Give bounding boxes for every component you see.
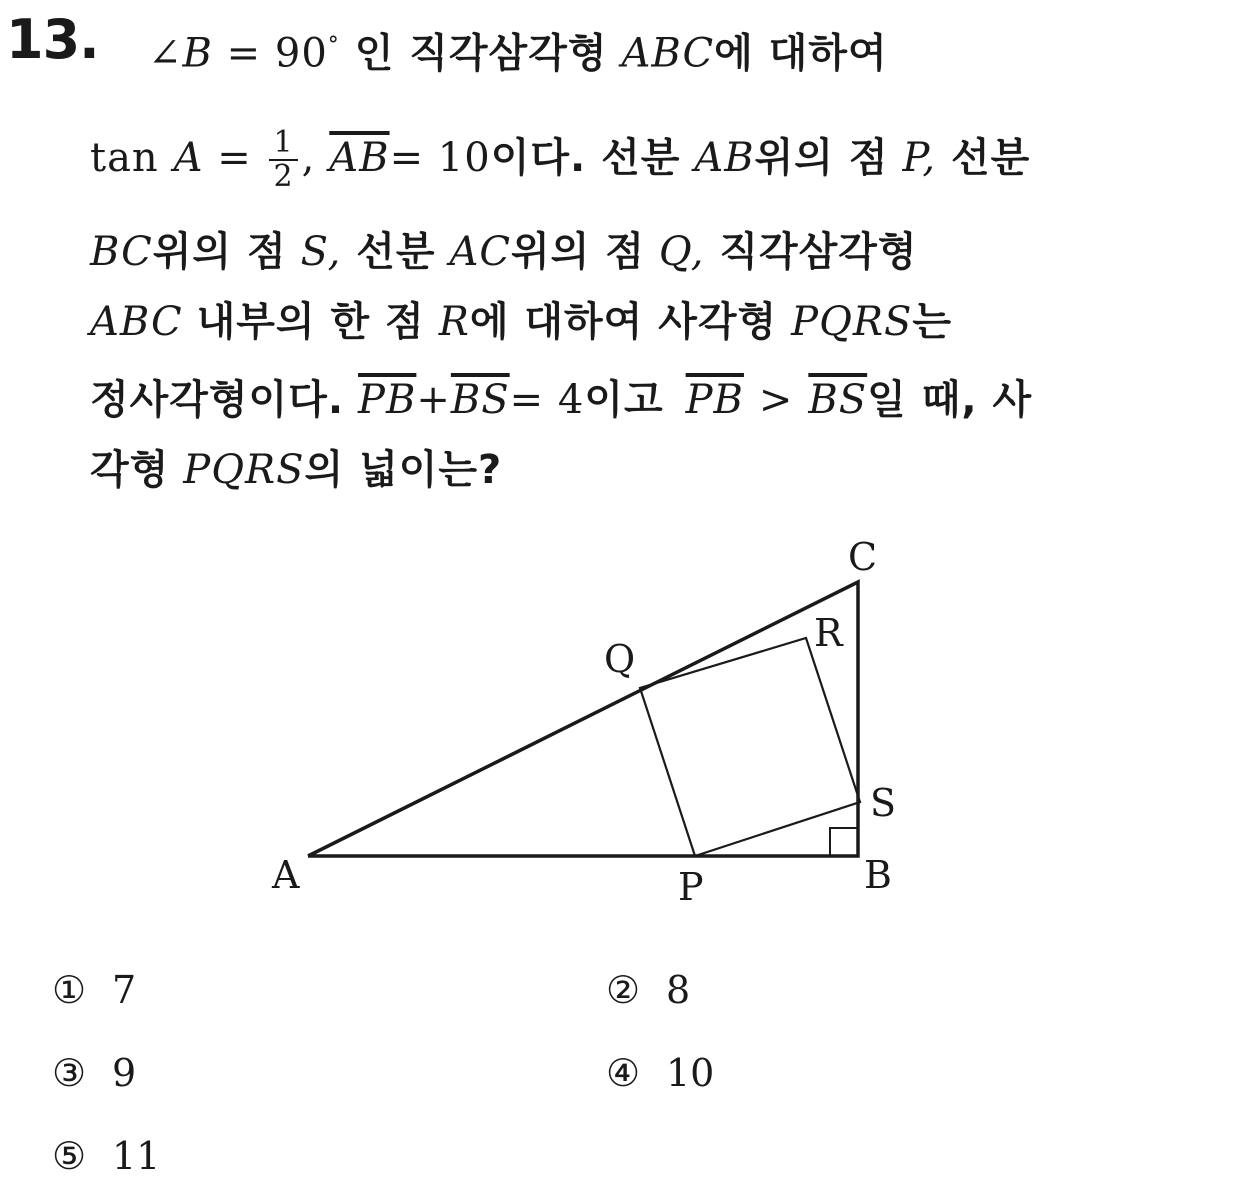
math-p: P, bbox=[902, 135, 937, 181]
question-line-6 bbox=[90, 438, 502, 502]
choice-5-mark: ⑤ bbox=[52, 1134, 87, 1178]
text-topic: 는 bbox=[912, 299, 953, 345]
choice-1-mark: ① bbox=[52, 968, 87, 1012]
triangle-abc bbox=[308, 582, 858, 856]
label-b: B bbox=[864, 853, 892, 897]
question-line-3 bbox=[90, 220, 918, 284]
text-point-on-bc: 위의 점 bbox=[152, 229, 287, 275]
math-pqrs: PQRS bbox=[791, 299, 913, 345]
question-line-2 bbox=[90, 118, 1030, 198]
choice-5[interactable] bbox=[52, 1126, 160, 1186]
question-line-1 bbox=[148, 14, 888, 78]
math-gt: > bbox=[758, 377, 794, 423]
math-q: Q, bbox=[658, 229, 705, 275]
math-eq-4: = 4 bbox=[509, 377, 585, 423]
question-line-5 bbox=[90, 368, 1032, 432]
right-angle-marker bbox=[830, 828, 858, 856]
question-line-4 bbox=[90, 290, 952, 354]
segment-bs: $\overline{BS}$ bbox=[450, 377, 510, 423]
math-ab: AB bbox=[694, 135, 755, 181]
math-eq-90: = 90 bbox=[212, 30, 328, 77]
label-r: R bbox=[814, 611, 843, 655]
segment-pb-2: $\overline{PB}$ bbox=[685, 377, 744, 423]
segment-pb: $\overline{PB}$ bbox=[358, 377, 417, 423]
fraction-denominator: 2 bbox=[273, 159, 294, 194]
choice-2-mark: ② bbox=[606, 968, 641, 1012]
choice-4-mark: ④ bbox=[606, 1051, 641, 1095]
choice-3[interactable] bbox=[52, 1043, 136, 1103]
choice-2-value: 8 bbox=[666, 968, 691, 1012]
degree-symbol: ° bbox=[327, 33, 340, 58]
choice-3-mark: ③ bbox=[52, 1051, 87, 1095]
math-eq-10: = 10 bbox=[389, 135, 491, 181]
text-inside-point: 내부의 한 점 bbox=[196, 299, 425, 345]
choice-5-value: 11 bbox=[112, 1134, 161, 1178]
question-number: 13. bbox=[6, 8, 99, 71]
math-r: R bbox=[438, 299, 470, 345]
label-c: C bbox=[848, 535, 878, 579]
label-q: Q bbox=[604, 637, 636, 681]
math-tan: tan bbox=[90, 135, 159, 181]
math-ac: AC bbox=[449, 229, 512, 275]
segment-ab: $\overline{AB}$ bbox=[329, 135, 390, 181]
text-right-triangle-2: 직각삼각형 bbox=[719, 229, 918, 275]
math-bc: BC bbox=[90, 229, 153, 275]
text-quad: 각형 bbox=[90, 447, 170, 493]
segment-bs-2: $\overline{BS}$ bbox=[808, 377, 868, 423]
choice-1[interactable] bbox=[52, 960, 136, 1020]
text-is-square: 정사각형이다. bbox=[90, 377, 345, 423]
math-plus: + bbox=[416, 377, 451, 423]
math-a: A bbox=[173, 135, 204, 181]
choice-1-value: 7 bbox=[112, 968, 137, 1012]
choice-4[interactable] bbox=[606, 1043, 714, 1103]
math-comma: , bbox=[301, 135, 316, 181]
text-point-on: 위의 점 bbox=[754, 135, 889, 181]
triangle-figure bbox=[250, 520, 950, 900]
fraction-one-half bbox=[269, 127, 297, 193]
text-and: 이고 bbox=[584, 377, 664, 423]
math-abc: ABC bbox=[621, 30, 715, 77]
math-abc-2: ABC bbox=[90, 299, 183, 345]
text-about: 에 대하여 bbox=[714, 30, 888, 77]
choice-3-value: 9 bbox=[112, 1051, 137, 1095]
math-b: B bbox=[182, 30, 213, 77]
math-pqrs-2: PQRS bbox=[183, 447, 305, 493]
text-segment: 이다. 선분 bbox=[490, 135, 681, 181]
square-pqrs bbox=[640, 638, 860, 856]
text-right-triangle: 인 직각삼각형 bbox=[354, 30, 608, 77]
text-point-on-ac: 위의 점 bbox=[511, 229, 645, 275]
fraction-numerator: 1 bbox=[269, 127, 297, 161]
angle-symbol: ∠ bbox=[148, 30, 183, 77]
label-p: P bbox=[678, 865, 704, 900]
text-segment-2: 선분 bbox=[951, 135, 1031, 181]
text-quadrilateral: 에 대하여 사각형 bbox=[469, 299, 778, 345]
text-when: 일 때, 사 bbox=[867, 377, 1033, 423]
choice-4-value: 10 bbox=[666, 1051, 715, 1095]
text-segment-3: 선분 bbox=[356, 229, 436, 275]
label-a: A bbox=[272, 853, 300, 897]
math-eq: = bbox=[203, 135, 266, 181]
math-s: S, bbox=[300, 229, 342, 275]
text-area-question: 의 넓이는? bbox=[304, 447, 503, 493]
label-s: S bbox=[870, 781, 897, 825]
choice-2[interactable] bbox=[606, 960, 690, 1020]
